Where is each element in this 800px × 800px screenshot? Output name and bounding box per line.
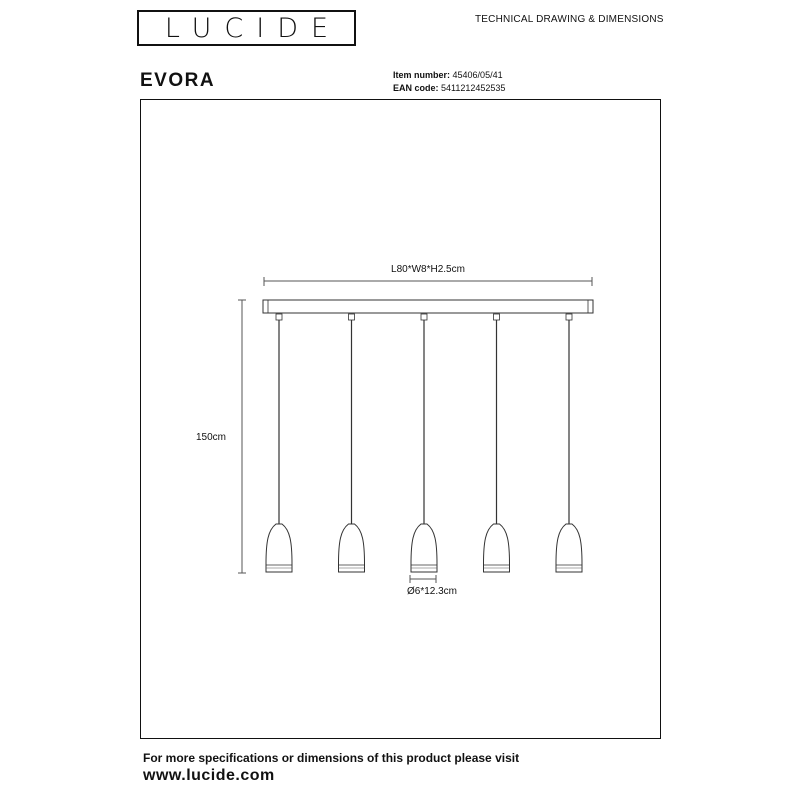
pendant-mount <box>276 314 282 320</box>
pendant-mount <box>421 314 427 320</box>
pendant-lamp <box>411 314 437 572</box>
shade-dimension-label: Ø6*12.3cm <box>406 586 458 597</box>
ean-code-value: 5411212452535 <box>441 83 506 93</box>
pendant-mount <box>494 314 500 320</box>
doc-type-title: TECHNICAL DRAWING & DIMENSIONS <box>475 14 664 25</box>
pendant-lamp <box>266 314 292 572</box>
footer-website-link[interactable]: www.lucide.com <box>143 767 275 784</box>
pendant-mount <box>566 314 572 320</box>
canopy-bar <box>263 300 593 313</box>
item-number-value: 45406/05/41 <box>452 70 503 80</box>
pendant-mount <box>349 314 355 320</box>
pendant-lamp <box>339 314 365 572</box>
item-number-label: Item number: <box>393 70 451 80</box>
canopy-dimension-label: L80*W8*H2.5cm <box>391 264 465 275</box>
shade-dimension-line <box>410 575 436 583</box>
pendant-group <box>266 314 582 572</box>
canopy-dimension-line <box>264 277 592 286</box>
brand-logo-text: LUCIDE <box>164 12 342 44</box>
ean-code-label: EAN code: <box>393 83 439 93</box>
pendant-lamp <box>556 314 582 572</box>
height-dimension-label: 150cm <box>195 432 227 443</box>
pendant-lamp <box>484 314 510 572</box>
product-name: EVORA <box>140 70 216 91</box>
height-dimension-line <box>238 300 246 573</box>
footer-spec-text: For more specifications or dimensions of this product please visit <box>143 751 520 765</box>
